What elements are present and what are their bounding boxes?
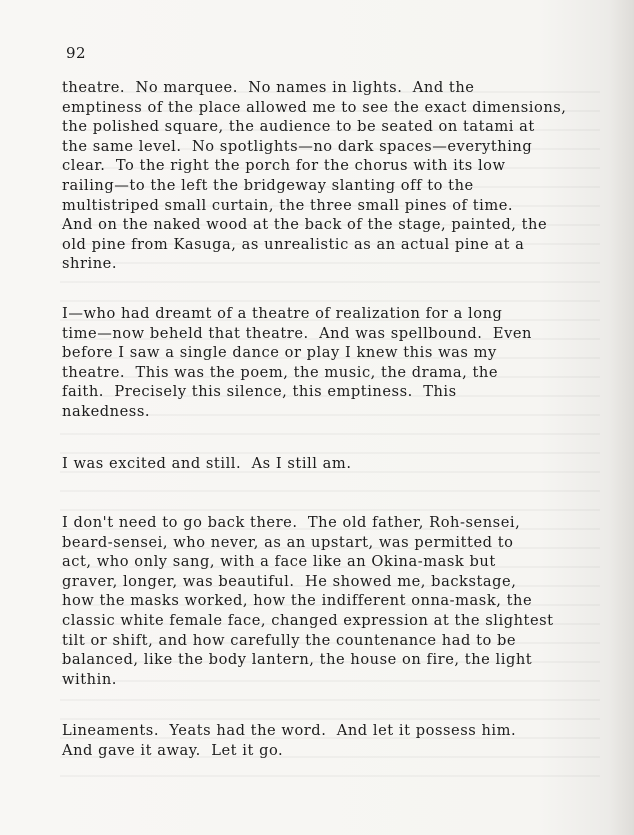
page-number: 92 <box>66 44 87 62</box>
paragraph-spellbound: I—who had dreamt of a theatre of realization for a long time—now beheld that theatre. And was spellbound. Even before I saw a single dance or play I knew this was my theatre. This was the poem, the music, the drama, the faith. Precisely this silence, this emptiness. This nakedness. <box>62 305 533 420</box>
paragraph-theatre: theatre. No marquee. No names in lights. And the emptiness of the place allowed me to see the exact dimensions, the polished square, the audience to be seated on tatami at the same level. No spotlights—no dark spaces—everything clear. To the right the porch for the chorus with its low railing—to the left the bridgeway slanting off to the multistriped small curtain, the three small pines of time. And on the naked wood at the back of the stage, painted, the old pine from Kasuga, as unrealistic as an actual pine at a shrine. <box>62 79 567 273</box>
paragraph-excited: I was excited and still. As I still am. <box>62 455 352 472</box>
paragraph-roh-sensei: I don't need to go back there. The old father, Roh-sensei, beard-sensei, who never, as an upstart, was permitted to act, who only sang, with a face like an Okina-mask but graver, longer, was beautiful. He showed me, backstage, how the masks worked, how the indifferent onna-mask, the classic white female face, changed expression at the slightest tilt or shift, and how carefully the countenance had to be balanced, like the body lantern, the house on fire, the light within. <box>62 514 554 688</box>
paragraph-lineaments: Lineaments. Yeats had the word. And let it possess him. And gave it away. Let it go. <box>62 722 517 759</box>
